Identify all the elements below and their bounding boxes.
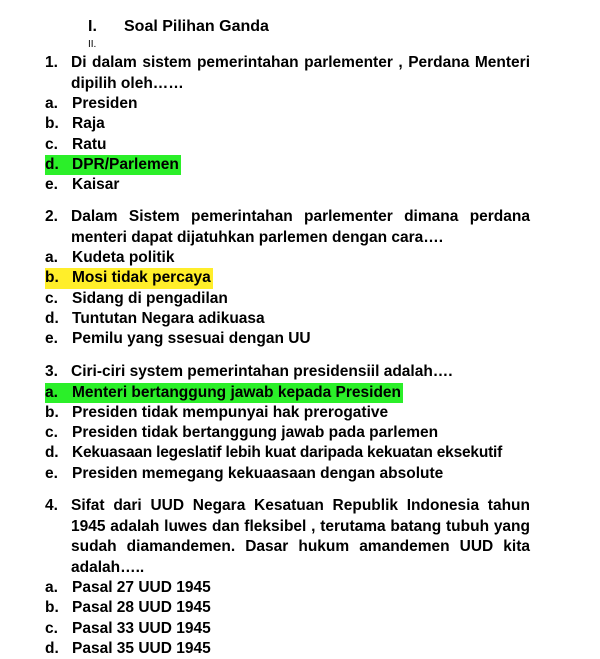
option-letter: c. [45,289,58,307]
option-letter: c. [45,424,58,442]
option-text: Pasal 28 UUD 1945 [72,599,211,617]
option-letter: e. [45,464,58,482]
question-4-options [45,578,530,659]
option-letter: a. [45,249,58,266]
section-title: Soal Pilihan Ganda [124,18,269,35]
question-2-text: Dalam Sistem pemerintahan parlementer dimana perdana menteri dapat dijatuhkan parlemen dengan cara…. [71,208,530,246]
option-text: Sidang di pengadilan [72,289,228,307]
question-4-text: Sifat dari UUD Negara Kesatuan Republik Indonesia tahun 1945 adalah luwes dan fleksibel , terutama batang tubuh yang sudah diamandemen. Dasar hukum amandemen UUD kita adalah….. [71,497,530,576]
option-letter: b. [45,599,59,617]
option-text: Presiden memegang kekuaasaan dengan absolute [72,464,444,482]
question-1-number: 1. [45,54,58,71]
option-letter: b. [45,115,59,133]
question-1-text: Di dalam sistem pemerintahan parlementer , Perdana Menteri dipilih oleh…… [71,54,530,92]
option-3c [45,423,530,443]
question-1 [45,53,530,195]
option-1c [45,135,530,155]
question-3-text: Ciri-ciri system pemerintahan presidensiil adalah…. [71,363,453,380]
question-4 [45,496,530,659]
option-text: Pasal 33 UUD 1945 [72,619,211,637]
option-letter: b. [45,269,59,287]
option-2e [45,329,530,349]
option-3b [45,403,530,423]
option-3a-highlighted [45,383,403,403]
option-4c [45,619,530,639]
option-text: Pemilu yang ssesuai dengan UU [72,330,311,348]
option-text: DPR/Parlemen [72,155,179,173]
option-text: Presiden tidak bertanggung jawab pada parlemen [72,424,439,442]
option-1b [45,114,530,134]
option-text: Ratu [72,135,107,153]
option-2c [45,289,530,309]
question-3 [45,362,530,484]
option-letter: e. [45,330,58,348]
option-text: Presiden tidak mempunyai hak prerogative [72,403,389,421]
option-4d [45,639,530,659]
option-3e [45,464,530,484]
option-1e [45,175,530,195]
question-4-number: 4. [45,497,58,514]
question-3-header [45,362,530,383]
option-text: Presiden [72,95,138,112]
option-text: Kekuasaan legeslatif lebih kuat daripada kekuatan eksekutif [72,444,503,462]
option-letter: d. [45,309,59,327]
question-2 [45,207,530,349]
option-letter: d. [45,155,59,173]
option-4b [45,598,530,618]
option-2a [45,248,530,268]
section-number: I. [88,18,97,35]
option-text: Kaisar [72,176,120,194]
option-letter: d. [45,639,59,657]
question-1-header [45,53,530,94]
option-letter: c. [45,619,58,637]
question-3-options [45,383,530,484]
option-letter: e. [45,176,58,194]
option-letter: a. [45,383,58,401]
question-2-number: 2. [45,208,58,225]
question-1-options [45,94,530,195]
option-1d-highlighted [45,155,181,175]
option-letter: b. [45,403,59,421]
question-4-header [45,496,530,578]
option-2b-highlighted [45,268,213,288]
option-text: Mosi tidak percaya [72,269,211,287]
question-2-header [45,207,530,248]
option-letter: a. [45,579,58,596]
option-2d [45,309,530,329]
option-text: Pasal 27 UUD 1945 [72,579,211,596]
option-3d [45,443,530,463]
option-text: Kudeta politik [72,249,175,266]
option-1a [45,94,530,114]
option-letter: a. [45,95,58,112]
question-3-number: 3. [45,363,58,380]
option-text: Menteri bertanggung jawab kepada Presiden [72,383,402,401]
question-2-options [45,248,530,349]
option-text: Tuntutan Negara adikuasa [72,309,265,327]
option-text: Raja [72,115,105,133]
option-text: Pasal 35 UUD 1945 [72,639,211,657]
option-4a [45,578,530,598]
option-letter: d. [45,444,59,462]
sub-section-number: II. [88,39,97,50]
option-letter: c. [45,135,58,153]
